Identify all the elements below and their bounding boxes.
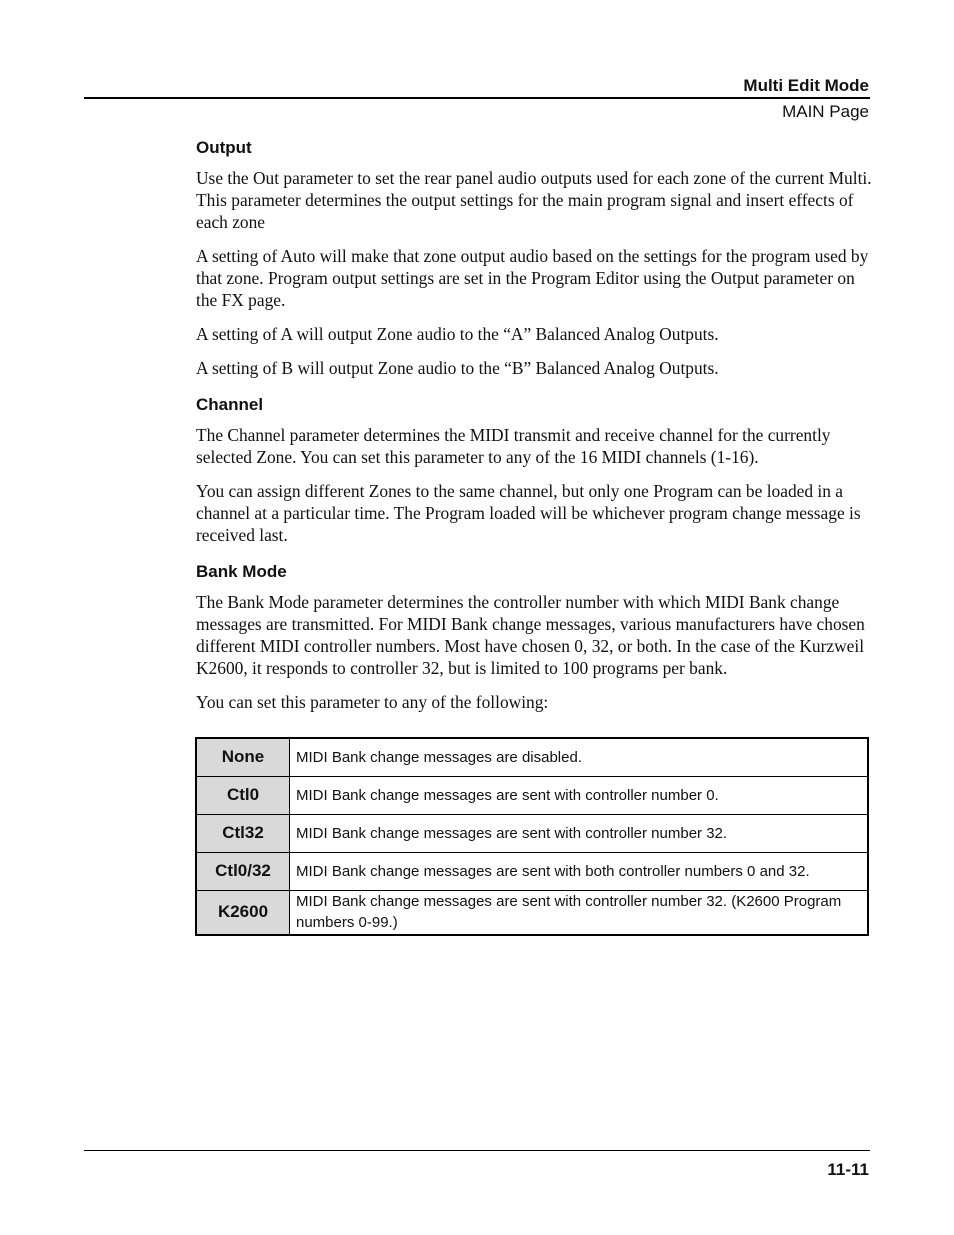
option-description: MIDI Bank change messages are disabled. — [290, 738, 869, 776]
page-number: 11-11 — [827, 1160, 869, 1179]
option-description: MIDI Bank change messages are sent with both controller numbers 0 and 32. — [290, 852, 869, 890]
table-row — [196, 890, 868, 935]
table-row — [196, 738, 868, 776]
table-row — [196, 852, 868, 890]
paragraph: A setting of B will output Zone audio to the “B” Balanced Analog Outputs. — [196, 358, 719, 378]
running-header-title: Multi Edit Mode — [743, 76, 869, 95]
section-heading-channel: Channel — [196, 395, 264, 414]
option-description: MIDI Bank change messages are sent with controller number 0. — [290, 776, 869, 814]
bank-mode-table — [195, 737, 869, 936]
option-description: MIDI Bank change messages are sent with controller number 32. (K2600 Program numbers 0-99.) — [290, 890, 869, 935]
paragraph: A setting of A will output Zone audio to the “A” Balanced Analog Outputs. — [196, 324, 719, 344]
paragraph: You can assign different Zones to the same channel, but only one Program can be loaded in a channel at a particular time. The Program loaded will be whichever program change message is received last. — [196, 481, 861, 545]
option-key: Ctl32 — [196, 814, 290, 852]
paragraph: Use the Out parameter to set the rear panel audio outputs used for each zone of the current Multi. This parameter determines the output settings for the main program signal and insert effects of each zone — [196, 168, 872, 232]
footer-rule — [84, 1150, 870, 1151]
section-heading-bank-mode: Bank Mode — [196, 562, 287, 581]
option-key: Ctl0 — [196, 776, 290, 814]
option-key: Ctl0/32 — [196, 852, 290, 890]
paragraph: You can set this parameter to any of the following: — [196, 692, 549, 712]
running-header-subtitle: MAIN Page — [782, 102, 869, 121]
option-key: None — [196, 738, 290, 776]
option-description: MIDI Bank change messages are sent with controller number 32. — [290, 814, 869, 852]
table-row — [196, 776, 868, 814]
paragraph: The Bank Mode parameter determines the controller number with which MIDI Bank change messages are transmitted. For MIDI Bank change messages, various manufacturers have chosen different MIDI controller numbers. Most have chosen 0, 32, or both. In the case of the Kurzweil K2600, it responds to controller 32, but is limited to 100 programs per bank. — [196, 592, 865, 678]
section-heading-output: Output — [196, 138, 252, 157]
table-row — [196, 814, 868, 852]
page-body — [196, 138, 874, 725]
header-rule — [84, 97, 870, 99]
option-key: K2600 — [196, 890, 290, 935]
paragraph: The Channel parameter determines the MIDI transmit and receive channel for the currently selected Zone. You can set this parameter to any of the 16 MIDI channels (1-16). — [196, 425, 831, 467]
paragraph: A setting of Auto will make that zone output audio based on the settings for the program used by that zone. Program output settings are set in the Program Editor using the Output parameter on the FX page. — [196, 246, 869, 310]
